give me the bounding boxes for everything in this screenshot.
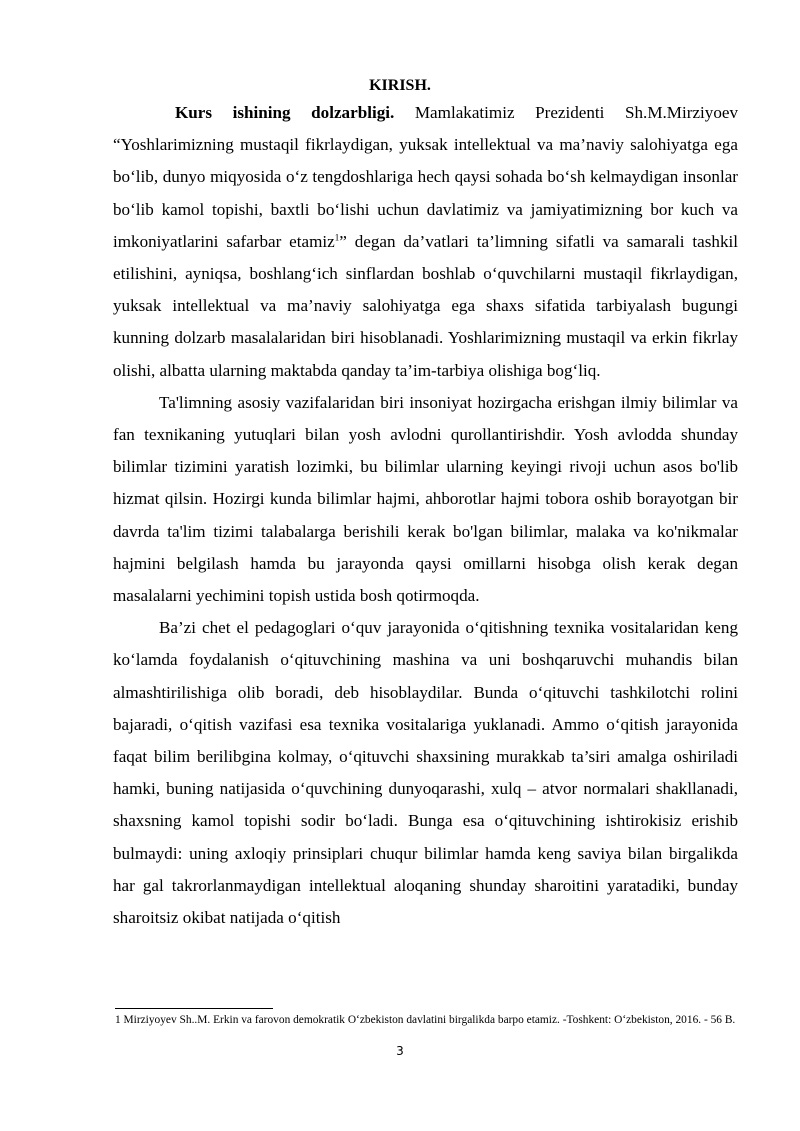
page-title: KIRISH. [369, 77, 431, 94]
paragraph-education-tasks: Ta'limning asosiy vazifalaridan biri insoniyat hozirgacha erishgan ilmiy bilimlar va fan texnikaning yutuqlari bilan yosh avlodni qurollantirishdir. Yosh avlodda shunday bilimlar tizimini yaratish lozimki, bu bilimlar ularning keyingi rivoji uchun asos bo'lib hizmat qilsin. Hozirgi kunda bilimlar hajmi, ahborotlar hajmi tobora oshib borayotgan bir davrda ta'lim tizimi talabalarga berishili kerak bo'lgan bilimlar, malaka va ko'nikmalar hajmini belgilash hamda bu jarayonda qaysi omillarni hisobga olish kerak degan masalalarni yechimini topish ustida bosh qotirmoqda. [113, 392, 738, 606]
paragraph-text: Mamlakatimiz Prezidenti Sh.M.Mirziyoev “Yoshlarimizning mustaqil fikrlaydigan, yuksak intellektual va ma’naviy salohiyatga ega bo‘lib, dunyo miqyosida o‘z tengdoshlariga hech qaysi sohada bo‘sh kelmaydigan insonlar bo‘lib kamol topishi, baxtli bo‘lishi uchun davlatimiz va jamiyatimizning bor kuch va imkoniyatlarini safarbar etamiz [113, 103, 739, 251]
paragraph-text: ” degan da’vatlari ta’limning sifatli va samarali tashkil etilishini, ayniqsa, boshlang‘ich sinflardan boshlab o‘quvchilarni mustaqil fikrlaydigan, yuksak intellektual va ma’naviy salohiyatga ega shaxs sifatida tarbiyalash bugungi kunning dolzarb masalalaridan biri hisoblanadi. Yoshlarimizning mustaqil va erkin fikrlay olishi, albatta ularning maktabda qanday ta’im-tarbiya olishiga bog‘liq. [113, 231, 738, 380]
footnote-separator [115, 1008, 273, 1009]
paragraph-foreign-pedagogues: Ba’zi chet el pedagoglari o‘quv jarayonida o‘qitishning texnika vositalaridan keng ko‘lamda foydalanish o‘qituvchining mashina va uni boshqaruvchi muhandis bilan almashtirilishiga olib boradi, deb hisoblaydilar. Bunda o‘qituvchi tashkilotchi rolini bajaradi, o‘qitish vazifasi esa texnika vositalariga yuklanadi. Ammo o‘qitish jarayonida faqat bilim berilibgina kolmay, o‘qituvchi shaxsining murakkab ta’siri amalga oshiriladi hamki, buning natijasida o‘quvchining dunyoqarashi, xulq – atvor normalari shakllanadi, shaxsning kamol topishi sodir bo‘ladi. Bunga esa o‘qituvchining ishtirokisiz erishib bulmaydi: uning axloqiy prinsiplari chuqur bilimlar hamda keng saviya bilan birgalikda har gal takrorlanmaydigan intellektual aloqaning shunday sharoitini yaratadiki, bunday sharoitsiz okibat natijada o‘qitish [113, 618, 738, 928]
footnote-reference: 1 [334, 232, 340, 243]
page-number: 3 [396, 1044, 404, 1058]
body-text [113, 97, 738, 934]
paragraph-lead: Kurs ishining dolzarbligi. [175, 103, 395, 122]
paragraph-relevance [113, 97, 738, 387]
footnote: 1 Mirziyoyev Sh..M. Erkin va farovon demokratik O‘zbekiston davlatini birgalikda barpo etamiz. -Toshkent: O‘zbekiston, 2016. - 56 B. [115, 1014, 736, 1026]
